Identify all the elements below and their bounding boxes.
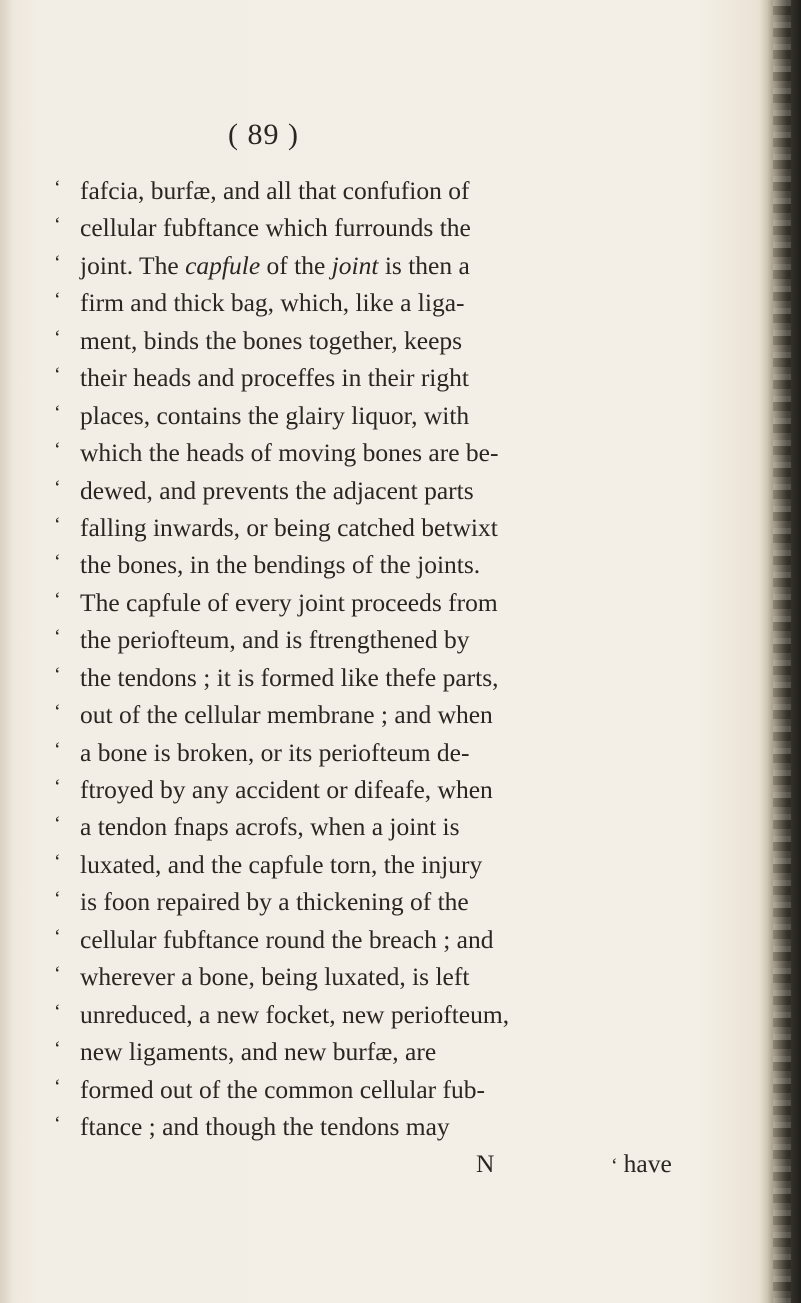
quote-mark: ‘ bbox=[54, 813, 61, 836]
text-line bbox=[54, 659, 744, 696]
text-line bbox=[54, 883, 744, 920]
quote-mark: ‘ bbox=[54, 738, 61, 761]
line-text: which the heads of moving bones are be- bbox=[80, 438, 499, 468]
quote-mark: ‘ bbox=[54, 850, 61, 873]
quote-mark: ‘ bbox=[54, 1038, 61, 1061]
line-text: a bone is broken, or its periofteum de- bbox=[80, 737, 470, 767]
text-line bbox=[54, 846, 744, 883]
line-text: The capfule of every joint proceeds from bbox=[80, 587, 498, 617]
line-text: their heads and proceffes in their right bbox=[80, 363, 469, 393]
quote-mark: ‘ bbox=[54, 1112, 61, 1135]
quote-mark: ‘ bbox=[54, 401, 61, 424]
catchword bbox=[611, 1145, 672, 1185]
quote-mark: ‘ bbox=[54, 439, 61, 462]
quote-mark: ‘ bbox=[54, 663, 61, 686]
text-line bbox=[54, 808, 744, 845]
text-line bbox=[54, 284, 744, 321]
line-text: fafcia, burfæ, and all that confufion of bbox=[80, 176, 470, 205]
footer-line bbox=[54, 1145, 744, 1182]
body-text bbox=[54, 172, 744, 1183]
page-number: ( 89 ) bbox=[228, 118, 299, 151]
quote-mark: ‘ bbox=[54, 588, 61, 611]
text-line bbox=[54, 1071, 744, 1108]
quote-mark: ‘ bbox=[54, 214, 61, 237]
text-line bbox=[54, 472, 744, 509]
binding-edge-texture bbox=[773, 0, 791, 1303]
italic-word: capfule bbox=[185, 250, 261, 280]
quote-mark: ‘ bbox=[54, 476, 61, 499]
line-text: the periofteum, and is ftrengthened by bbox=[80, 625, 470, 655]
quote-mark: ‘ bbox=[54, 364, 61, 387]
text-line bbox=[54, 996, 744, 1033]
italic-word: joint bbox=[331, 250, 379, 280]
text-line bbox=[54, 771, 744, 808]
text-line bbox=[54, 209, 744, 246]
text-line bbox=[54, 921, 744, 958]
line-text: the tendons ; it is formed like thefe parts, bbox=[80, 662, 499, 692]
text-run: joint. The bbox=[80, 250, 186, 280]
line-text: the bones, in the bendings of the joints. bbox=[80, 550, 481, 580]
line-text: cellular fubftance which furrounds the bbox=[80, 213, 471, 243]
line-text: a tendon fnaps acrofs, when a joint is bbox=[80, 812, 460, 842]
text-run: is then a bbox=[378, 250, 470, 280]
text-line bbox=[54, 584, 744, 621]
quote-mark: ‘ bbox=[54, 251, 61, 274]
quote-mark: ‘ bbox=[54, 1075, 61, 1098]
text-line bbox=[54, 1108, 744, 1145]
text-line bbox=[54, 322, 744, 359]
catchword-text: have bbox=[623, 1149, 672, 1179]
text-line bbox=[54, 621, 744, 658]
text-line bbox=[54, 696, 744, 733]
text-line bbox=[54, 958, 744, 995]
line-text: new ligaments, and new burfæ, are bbox=[80, 1037, 437, 1067]
line-text: dewed, and prevents the adjacent parts bbox=[80, 475, 474, 505]
text-line bbox=[54, 247, 744, 284]
line-text: out of the cellular membrane ; and when bbox=[80, 700, 493, 730]
text-line bbox=[54, 1033, 744, 1070]
line-text: unreduced, a new focket, new periofteum, bbox=[80, 999, 510, 1029]
quote-mark: ‘ bbox=[54, 326, 61, 349]
quote-mark: ‘ bbox=[54, 963, 61, 986]
quote-mark: ‘ bbox=[54, 925, 61, 948]
text-line bbox=[54, 509, 744, 546]
page-header bbox=[0, 118, 801, 158]
text-line bbox=[54, 172, 744, 209]
quote-mark: ‘ bbox=[54, 626, 61, 649]
line-text: places, contains the glairy liquor, with bbox=[80, 400, 470, 430]
quote-mark: ‘ bbox=[54, 551, 61, 574]
text-run: of the bbox=[260, 250, 332, 280]
page-left-edge bbox=[0, 0, 14, 1303]
quote-mark: ‘ bbox=[54, 888, 61, 911]
quote-mark: ‘ bbox=[611, 1155, 618, 1178]
quote-mark: ‘ bbox=[54, 701, 61, 724]
line-text bbox=[80, 247, 470, 284]
line-text: firm and thick bag, which, like a liga- bbox=[80, 288, 465, 318]
line-text: formed out of the common cellular fub- bbox=[80, 1074, 486, 1104]
quote-mark: ‘ bbox=[54, 513, 61, 536]
quote-mark: ‘ bbox=[54, 289, 61, 312]
line-text: ment, binds the bones together, keeps bbox=[80, 325, 463, 355]
text-line bbox=[54, 434, 744, 471]
text-line bbox=[54, 359, 744, 396]
quote-mark: ‘ bbox=[54, 776, 61, 798]
line-text: falling inwards, or being catched betwixt bbox=[80, 512, 498, 542]
text-line bbox=[54, 734, 744, 771]
line-text: wherever a bone, being luxated, is left bbox=[80, 962, 470, 992]
quote-mark: ‘ bbox=[54, 177, 61, 199]
line-text: luxated, and the capfule torn, the injury bbox=[80, 849, 483, 879]
text-line bbox=[54, 397, 744, 434]
quote-mark: ‘ bbox=[54, 1000, 61, 1023]
text-line bbox=[54, 546, 744, 583]
line-text: is foon repaired by a thickening of the bbox=[80, 887, 469, 917]
signature-mark: N bbox=[476, 1149, 495, 1179]
line-text: ftroyed by any accident or difeafe, when bbox=[80, 775, 493, 804]
line-text: ftance ; and though the tendons may bbox=[80, 1111, 450, 1141]
line-text: cellular fubftance round the breach ; and bbox=[80, 924, 494, 954]
